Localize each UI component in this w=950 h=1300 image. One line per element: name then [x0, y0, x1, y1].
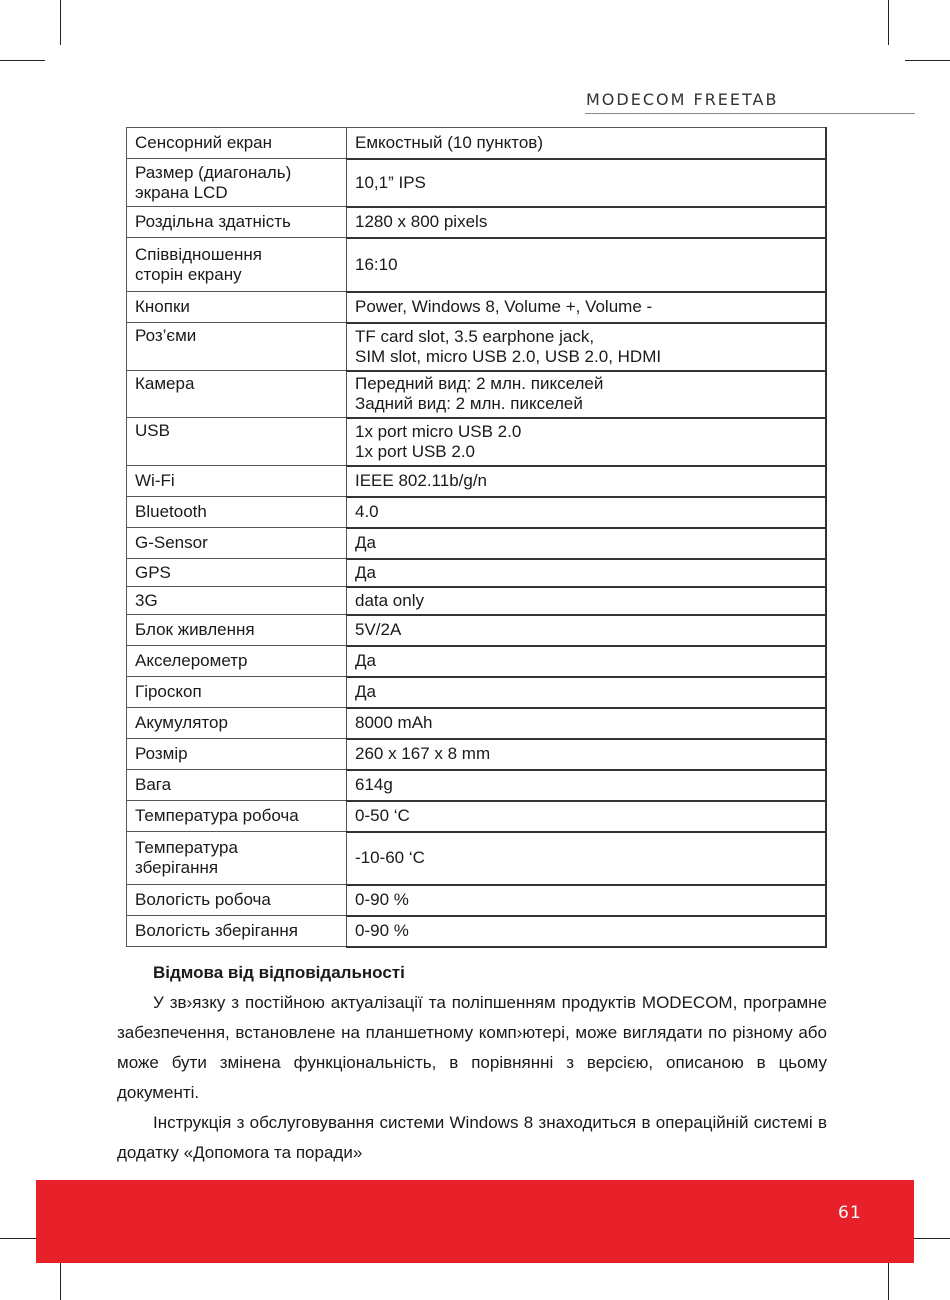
spec-row	[127, 708, 826, 739]
header-rule	[585, 113, 915, 114]
spec-value: Power, Windows 8, Volume +, Volume -	[347, 292, 826, 323]
crop-mark	[0, 60, 45, 61]
spec-label: Співвідношення сторін екрану	[127, 238, 347, 292]
spec-value: Передний вид: 2 млн. пикселей Задний вид: 2 млн. пикселей	[347, 371, 826, 418]
spec-row	[127, 466, 826, 497]
spec-row	[127, 885, 826, 916]
spec-value: 1280 x 800 pixels	[347, 207, 826, 238]
spec-row	[127, 497, 826, 528]
spec-row	[127, 739, 826, 770]
spec-label: 3G	[127, 587, 347, 615]
spec-value: Да	[347, 528, 826, 559]
spec-label: Кнопки	[127, 292, 347, 323]
spec-value: data only	[347, 587, 826, 615]
spec-label: G-Sensor	[127, 528, 347, 559]
spec-value: 8000 mAh	[347, 708, 826, 739]
disclaimer-title: Відмова від відповідальності	[153, 963, 405, 982]
spec-row	[127, 371, 826, 418]
spec-value: 260 x 167 x 8 mm	[347, 739, 826, 770]
spec-row	[127, 916, 826, 947]
header-brand: MODECOM FREETAB	[586, 90, 779, 109]
spec-label: GPS	[127, 559, 347, 587]
spec-label: Роз’єми	[127, 323, 347, 371]
spec-value: Емкостный (10 пунктов)	[347, 128, 826, 159]
crop-mark	[888, 0, 889, 45]
spec-label: USB	[127, 418, 347, 466]
spec-row	[127, 128, 826, 159]
spec-value: -10-60 ‘C	[347, 832, 826, 885]
footer-band	[36, 1180, 914, 1263]
spec-value: TF card slot, 3.5 earphone jack, SIM slot, micro USB 2.0, USB 2.0, HDMI	[347, 323, 826, 371]
spec-label: Температура робоча	[127, 801, 347, 832]
spec-label: Вологість зберігання	[127, 916, 347, 947]
spec-value: 4.0	[347, 497, 826, 528]
spec-row	[127, 323, 826, 371]
spec-row	[127, 615, 826, 646]
spec-value: IEEE 802.11b/g/n	[347, 466, 826, 497]
spec-label: Bluetooth	[127, 497, 347, 528]
spec-label: Вага	[127, 770, 347, 801]
spec-label: Размер (диагональ) экрана LCD	[127, 159, 347, 207]
spec-row	[127, 646, 826, 677]
spec-row	[127, 832, 826, 885]
page-number: 61	[838, 1203, 862, 1223]
spec-label: Сенсорний екран	[127, 128, 347, 159]
spec-row	[127, 559, 826, 587]
spec-row	[127, 587, 826, 615]
spec-value: Да	[347, 677, 826, 708]
spec-row	[127, 238, 826, 292]
spec-row	[127, 159, 826, 207]
spec-label: Гіроскоп	[127, 677, 347, 708]
spec-value: 10,1” IPS	[347, 159, 826, 207]
spec-row	[127, 677, 826, 708]
spec-value: 5V/2A	[347, 615, 826, 646]
spec-value: 16:10	[347, 238, 826, 292]
spec-row	[127, 418, 826, 466]
spec-label: Температура зберігання	[127, 832, 347, 885]
spec-label: Wi-Fi	[127, 466, 347, 497]
crop-mark	[60, 0, 61, 45]
spec-row	[127, 292, 826, 323]
disclaimer-paragraph: У зв›язку з постійною актуалізації та поліпшенням продуктів MODECOM, програмне забезпечення, встановлене на планшетному комп›ютері, може виглядати по різному або може бути змінена функціональність, в порівнянні з версією, описаною в цьому документі.	[117, 993, 827, 1102]
crop-mark	[905, 60, 950, 61]
spec-value: 0-90 %	[347, 916, 826, 947]
spec-label: Блок живлення	[127, 615, 347, 646]
spec-label: Камера	[127, 371, 347, 418]
spec-value: 0-90 %	[347, 885, 826, 916]
spec-row	[127, 801, 826, 832]
spec-label: Розмір	[127, 739, 347, 770]
spec-row	[127, 207, 826, 238]
spec-label: Акселерометр	[127, 646, 347, 677]
spec-label: Акумулятор	[127, 708, 347, 739]
spec-value: 1x port micro USB 2.0 1x port USB 2.0	[347, 418, 826, 466]
disclaimer-paragraph: Інструкція з обслуговування системи Windows 8 знаходиться в операційній системі в додатку «Допомога та поради»	[117, 1113, 827, 1162]
spec-value: 0-50 ‘C	[347, 801, 826, 832]
spec-value: Да	[347, 559, 826, 587]
spec-label: Роздільна здатність	[127, 207, 347, 238]
spec-value: Да	[347, 646, 826, 677]
spec-label: Вологість робоча	[127, 885, 347, 916]
spec-value: 614g	[347, 770, 826, 801]
spec-row	[127, 770, 826, 801]
spec-row	[127, 528, 826, 559]
specs-table	[126, 127, 827, 948]
disclaimer-section	[117, 958, 827, 1168]
